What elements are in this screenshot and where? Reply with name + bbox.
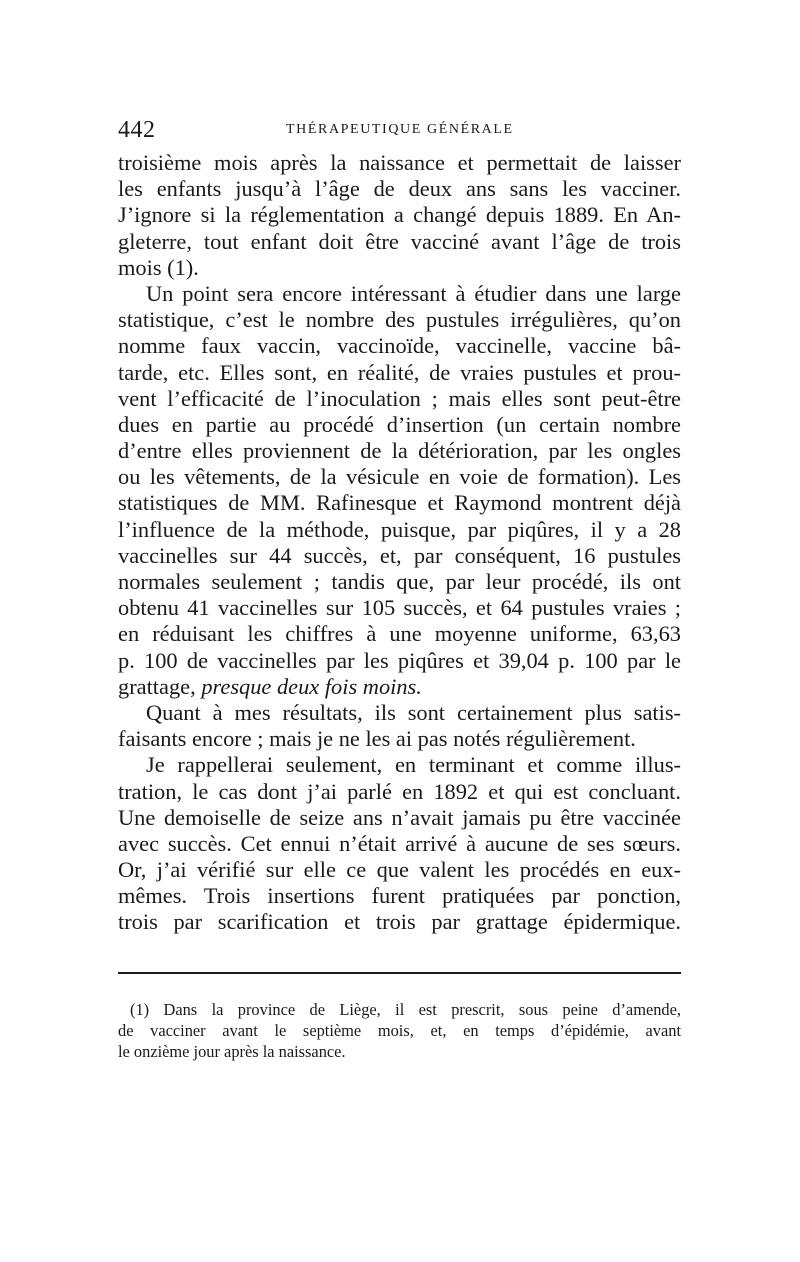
- body-line: normales seulement ; tandis que, par leur procédé, ils ont: [118, 569, 681, 594]
- body-line: troisième mois après la naissance et permettait de laisser: [118, 150, 681, 175]
- body-line: d’entre elles proviennent de la détérioration, par les ongles: [118, 438, 681, 464]
- body-line-start: grattage,: [118, 673, 202, 699]
- body-line: tarde, etc. Elles sont, en réalité, de vraies pustules et prou-: [118, 359, 681, 385]
- body-line: statistiques de MM. Rafinesque et Raymond montrent déjà: [118, 490, 681, 516]
- body-line: ou les vêtements, de la vésicule en voie de formation). Les: [118, 464, 681, 490]
- body-line: l’influence de la méthode, puisque, par piqûres, il y a 28: [118, 516, 681, 542]
- body-text: [118, 150, 681, 936]
- page-number: 442: [118, 117, 156, 143]
- body-line: J’ignore si la réglementation a changé depuis 1889. En An-: [118, 202, 681, 228]
- italic-phrase: presque deux fois moins.: [201, 673, 422, 699]
- body-line: mois (1).: [118, 254, 199, 280]
- running-head: THÉRAPEUTIQUE GÉNÉRALE: [286, 122, 514, 137]
- body-line: vent l’efficacité de l’inoculation ; mais elles sont peut-être: [118, 385, 681, 411]
- footnote-divider: [118, 972, 681, 974]
- body-line-with-italic: [118, 674, 681, 700]
- body-line: tration, le cas dont j’ai parlé en 1892 et qui est concluant.: [118, 778, 681, 804]
- body-line: faisants encore ; mais je ne les ai pas notés régulièrement.: [118, 726, 636, 752]
- body-line: vaccinelles sur 44 succès, et, par conséquent, 16 pustules: [118, 542, 681, 568]
- footnote-line: de vacciner avant le septième mois, et, en temps d’épidémie, avant: [118, 1021, 681, 1040]
- body-line: Or, j’ai vérifié sur elle ce que valent les procédés en eux-: [118, 857, 681, 883]
- body-line: en réduisant les chiffres à une moyenne uniforme, 63,63: [118, 621, 681, 647]
- footnote-line: le onzième jour après la naissance.: [118, 1042, 346, 1061]
- body-line: nomme faux vaccin, vaccinoïde, vaccinelle, vaccine bâ-: [118, 333, 681, 359]
- body-line: Une demoiselle de seize ans n’avait jamais pu être vaccinée: [118, 804, 681, 830]
- body-line: Quant à mes résultats, ils sont certainement plus satis-: [146, 699, 681, 725]
- footnotes: [118, 999, 681, 1062]
- body-line: les enfants jusqu’à l’âge de deux ans sans les vacciner.: [118, 176, 681, 202]
- body-line: obtenu 41 vaccinelles sur 105 succès, et 64 pustules vraies ;: [118, 595, 681, 621]
- body-line: Je rappellerai seulement, en terminant et comme illus-: [146, 752, 681, 778]
- body-line: avec succès. Cet ennui n’était arrivé à aucune de ses sœurs.: [118, 830, 681, 856]
- body-line: statistique, c’est le nombre des pustules irrégulières, qu’on: [118, 307, 681, 333]
- body-line: mêmes. Trois insertions furent pratiquées par ponction,: [118, 883, 681, 909]
- body-line: Un point sera encore intéressant à étudier dans une large: [146, 280, 681, 306]
- body-line: gleterre, tout enfant doit être vacciné avant l’âge de trois: [118, 228, 681, 254]
- footnote-line: (1) Dans la province de Liège, il est prescrit, sous peine d’amende,: [130, 1000, 681, 1019]
- body-line: dues en partie au procédé d’insertion (un certain nombre: [118, 411, 681, 437]
- body-line: trois par scarification et trois par grattage épidermique.: [118, 909, 681, 935]
- body-line: p. 100 de vaccinelles par les piqûres et 39,04 p. 100 par le: [118, 647, 681, 673]
